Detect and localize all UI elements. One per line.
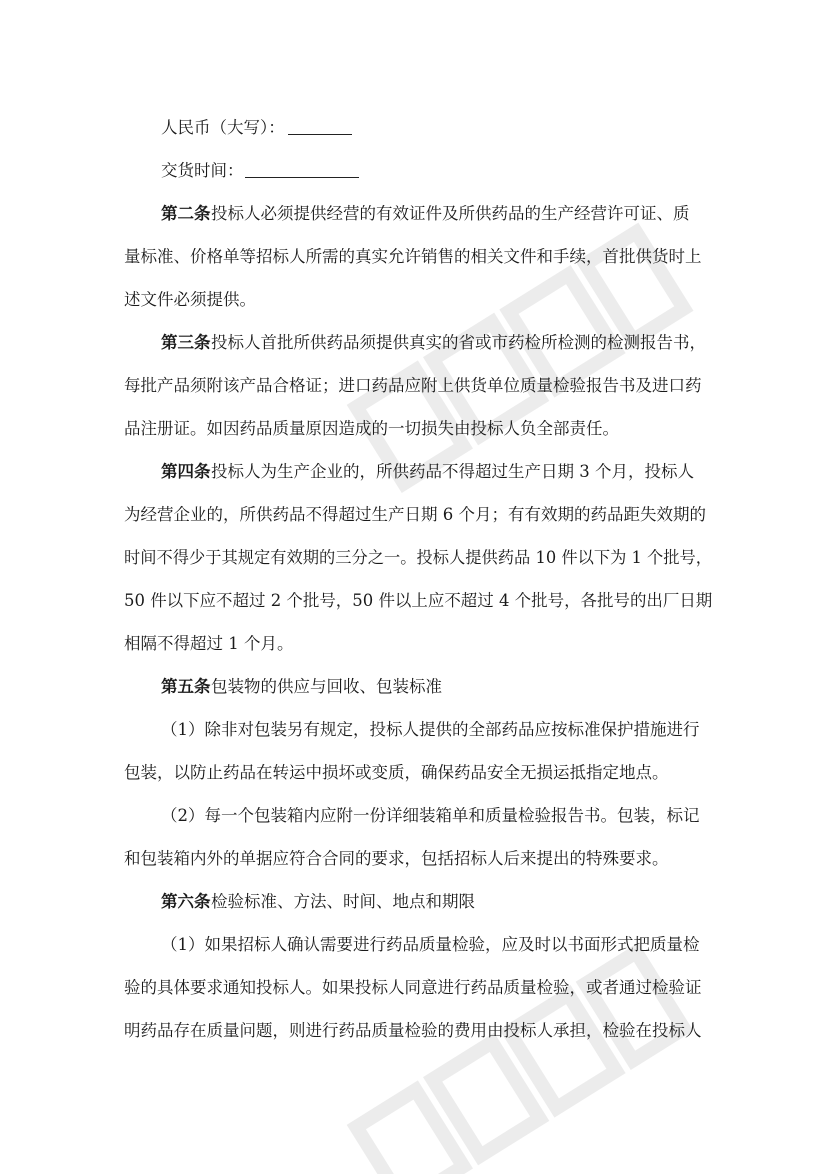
paragraph-text: （1）除非对包装另有规定，投标人提供的全部药品应按标准保护措施进行 — [161, 720, 700, 739]
paragraph-text: 品注册证。如因药品质量原因造成的一切损失由投标人负全部责任。 — [124, 419, 619, 438]
label-currency: 人民币（大写）： — [161, 118, 285, 137]
article-5-heading: 第五条 — [161, 677, 211, 696]
paragraph-text: 验的具体要求通知投标人。如果投标人同意进行药品质量检验，或者通过检验证 — [124, 978, 702, 997]
paragraph-text: 包装，以防止药品在转运中损坏或变质，确保药品安全无损运抵指定地点。 — [124, 763, 669, 782]
paragraph-text: （1）如果招标人确认需要进行药品质量检验，应及时以书面形式把质量检 — [161, 935, 700, 954]
label-delivery-time: 交货时间： — [161, 161, 244, 180]
article-3-heading: 第三条 — [161, 333, 211, 352]
article-3-text: 投标人首批所供药品须提供真实的省或市药检所检测的检测报告书， — [211, 333, 706, 352]
article-6-text: 检验标准、方法、时间、地点和期限 — [211, 892, 475, 911]
paragraph-text: 和包装箱内外的单据应符合合同的要求，包括招标人后来提出的特殊要求。 — [124, 849, 669, 868]
article-4-text: 投标人为生产企业的，所供药品不得超过生产日期 3 个月，投标人 — [211, 462, 694, 481]
blank-amount[interactable] — [286, 118, 352, 138]
blank-delivery-time[interactable] — [243, 161, 359, 181]
paragraph-text: 述文件必须提供。 — [124, 290, 256, 309]
paragraph-text: 每批产品须附该产品合格证；进口药品应附上供货单位质量检验报告书及进口药 — [124, 376, 702, 395]
paragraph-text: 为经营企业的，所供药品不得超过生产日期 6 个月；有有效期的药品距失效期的 — [124, 505, 706, 524]
article-6-heading: 第六条 — [161, 892, 211, 911]
paragraph-text: 量标准、价格单等招标人所需的真实允许销售的相关文件和手续，首批供货时上 — [124, 247, 702, 266]
article-2-text: 投标人必须提供经营的有效证件及所供药品的生产经营许可证、质 — [211, 204, 690, 223]
paragraph-text: 时间不得少于其规定有效期的三分之一。投标人提供药品 10 件以下为 1 个批号， — [124, 548, 713, 567]
paragraph-text: 相隔不得超过 1 个月。 — [124, 634, 294, 653]
article-2-heading: 第二条 — [161, 204, 211, 223]
paragraph-text: 50 件以下应不超过 2 个批号，50 件以上应不超过 4 个批号，各批号的出厂日期 — [124, 591, 713, 610]
watermark-logo-bottom — [300, 930, 720, 1174]
paragraph-text: 明药品存在质量问题，则进行药品质量检验的费用由投标人承担，检验在投标人 — [124, 1021, 702, 1040]
paragraph-text: （2）每一个包装箱内应附一份详细装箱单和质量检验报告书。包装，标记 — [161, 806, 700, 825]
article-5-text: 包装物的供应与回收、包装标准 — [211, 677, 442, 696]
article-4-heading: 第四条 — [161, 462, 211, 481]
